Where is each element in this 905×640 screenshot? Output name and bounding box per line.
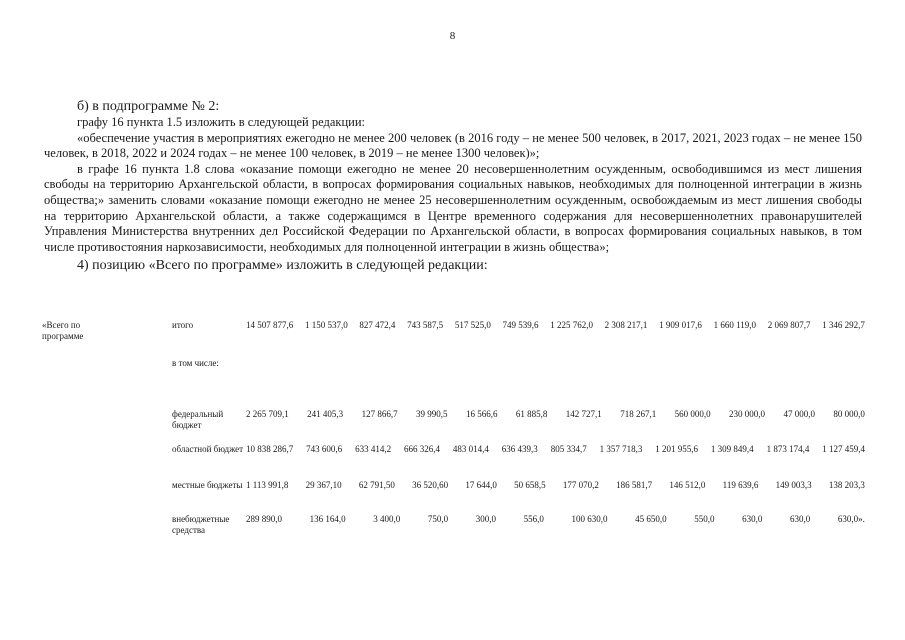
table-cell: 186 581,7 [616, 480, 653, 490]
table-cell: 1 225 762,0 [550, 320, 593, 330]
table-cell: 749 539,6 [502, 320, 539, 330]
table-cell: 827 472,4 [359, 320, 396, 330]
table-cell: 2 308 217,1 [604, 320, 648, 330]
document-body [44, 98, 862, 274]
table-cell: 630,0». [837, 514, 865, 524]
paragraph-quote-participation: «обеспечение участия в мероприятиях ежегодно не менее 200 человек (в 2016 году – не менее 500 человек, в 2017, 2021, 2023 годах – не менее 150 человек, в 2018, 2022 и 2024 годах – не менее 100 человек, в 2019 – не менее 1300 человек)»; [44, 130, 862, 161]
table-row [42, 358, 865, 382]
table-cell: 230 000,0 [729, 409, 766, 419]
table-cell: 29 367,10 [305, 480, 342, 490]
table-cell: 556,0 [523, 514, 544, 524]
subprogram-heading: б) в подпрограмме № 2: [77, 99, 220, 114]
table-cell: 177 070,2 [562, 480, 599, 490]
table-cell: 633 414,2 [355, 444, 392, 454]
table-cell: 1 127 459,4 [822, 444, 865, 454]
table-cell: 550,0 [694, 514, 715, 524]
table-cell: 2 069 807,7 [767, 320, 811, 330]
table-cell: 1 113 991,8 [246, 480, 289, 490]
table-cell: 483 014,4 [452, 444, 489, 454]
paragraph-column-16-item-1-5: графу 16 пункта 1.5 изложить в следующей редакции: [77, 115, 365, 129]
row-label: местные бюджеты [172, 480, 243, 490]
row-values [246, 514, 865, 525]
table-cell: 16 566,6 [465, 409, 498, 419]
table-cell: 14 507 877,6 [246, 320, 294, 330]
table-row [42, 480, 865, 510]
table-cell: 62 791,50 [358, 480, 395, 490]
table-cell: 119 639,6 [722, 480, 759, 490]
table-cell: 80 000,0 [833, 409, 865, 419]
table-cell: 241 405,3 [307, 409, 344, 419]
table-cell: 146 512,0 [669, 480, 706, 490]
table-cell: 127 866,7 [361, 409, 398, 419]
row-values [246, 320, 865, 331]
table-row [42, 409, 865, 439]
table-cell: 61 885,8 [515, 409, 548, 419]
table-cell: 39 990,5 [416, 409, 448, 419]
table-cell: 718 267,1 [620, 409, 657, 419]
table-cell: 17 644,0 [465, 480, 497, 490]
table-cell: 149 003,3 [775, 480, 812, 490]
paragraph-column-16-item-1-8: в графе 16 пункта 1.8 слова «оказание помощи ежегодно не менее 20 несовершеннолетним осужденным, освободившимся из мест лишения свободы на территорию Архангельской области, в вопросах формирования социальных навыков, необходимых для полноценной интеграции в жизнь общества;» заменить словами «оказание помощи ежегодно не менее 25 несовершеннолетним осужденным, освобождаемым из мест лишения свободы на территорию Архангельской области, а также содержащимся в Центре временного содержания для несовершеннолетних правонарушителей Управления Министерства внутренних дел Российской Федерации по Архангельской области, в вопросах формирования социальных навыков, в том числе противостояния наркозависимости, необходимых для полноценной интеграции в жизнь общества»; [44, 161, 862, 254]
row-label: федеральный бюджет [172, 409, 224, 430]
row-label: внебюджетные средства [172, 514, 230, 535]
table-row [42, 320, 865, 348]
table-cell: 2 265 709,1 [246, 409, 289, 419]
table-cell: 300,0 [475, 514, 496, 524]
table-cell: 630,0 [742, 514, 763, 524]
table-cell: 636 439,3 [501, 444, 538, 454]
row-label: областной бюджет [172, 444, 244, 454]
table-cell: 517 525,0 [454, 320, 491, 330]
table-cell: 10 838 286,7 [246, 444, 294, 454]
row-values [246, 480, 865, 491]
table-cell: 50 658,5 [514, 480, 546, 490]
table-cell: 1 309 849,4 [710, 444, 754, 454]
row-values [246, 444, 865, 455]
table-row [42, 444, 865, 474]
table-cell: 1 660 119,0 [713, 320, 756, 330]
table-cell: 136 164,0 [309, 514, 346, 524]
table-cell: 138 203,3 [828, 480, 865, 490]
table-cell: 36 520,60 [412, 480, 449, 490]
table-cell: 289 890,0 [246, 514, 282, 524]
table-cell: 47 000,0 [783, 409, 815, 419]
row-values [246, 409, 865, 420]
table-caption: «Всего по программе [42, 320, 84, 341]
table-cell: 1 201 955,6 [655, 444, 698, 454]
table-cell: 100 630,0 [571, 514, 608, 524]
table-cell: 1 346 292,7 [822, 320, 865, 330]
table-cell: 142 727,1 [565, 409, 602, 419]
program-total-heading: 4) позицию «Всего по программе» изложить в следующей редакции: [77, 258, 488, 274]
table-cell: 1 357 718,3 [599, 444, 643, 454]
table-cell: 666 326,4 [403, 444, 440, 454]
row-label: в том числе: [172, 358, 219, 368]
table-cell: 1 150 537,0 [304, 320, 348, 330]
table-cell: 45 650,0 [635, 514, 667, 524]
table-cell: 750,0 [427, 514, 449, 524]
table-cell: 630,0 [790, 514, 811, 524]
table-cell: 1 909 017,6 [659, 320, 702, 330]
table-cell: 1 873 174,4 [766, 444, 810, 454]
table-cell: 805 334,7 [550, 444, 587, 454]
page-number: 8 [449, 30, 456, 42]
table-cell: 560 000,0 [674, 409, 711, 419]
table-cell: 743 587,5 [407, 320, 444, 330]
table-row [42, 514, 865, 544]
row-label: итого [172, 320, 194, 330]
table-cell: 3 400,0 [373, 514, 401, 524]
program-total-table [42, 320, 865, 535]
table-cell: 743 600,6 [306, 444, 343, 454]
